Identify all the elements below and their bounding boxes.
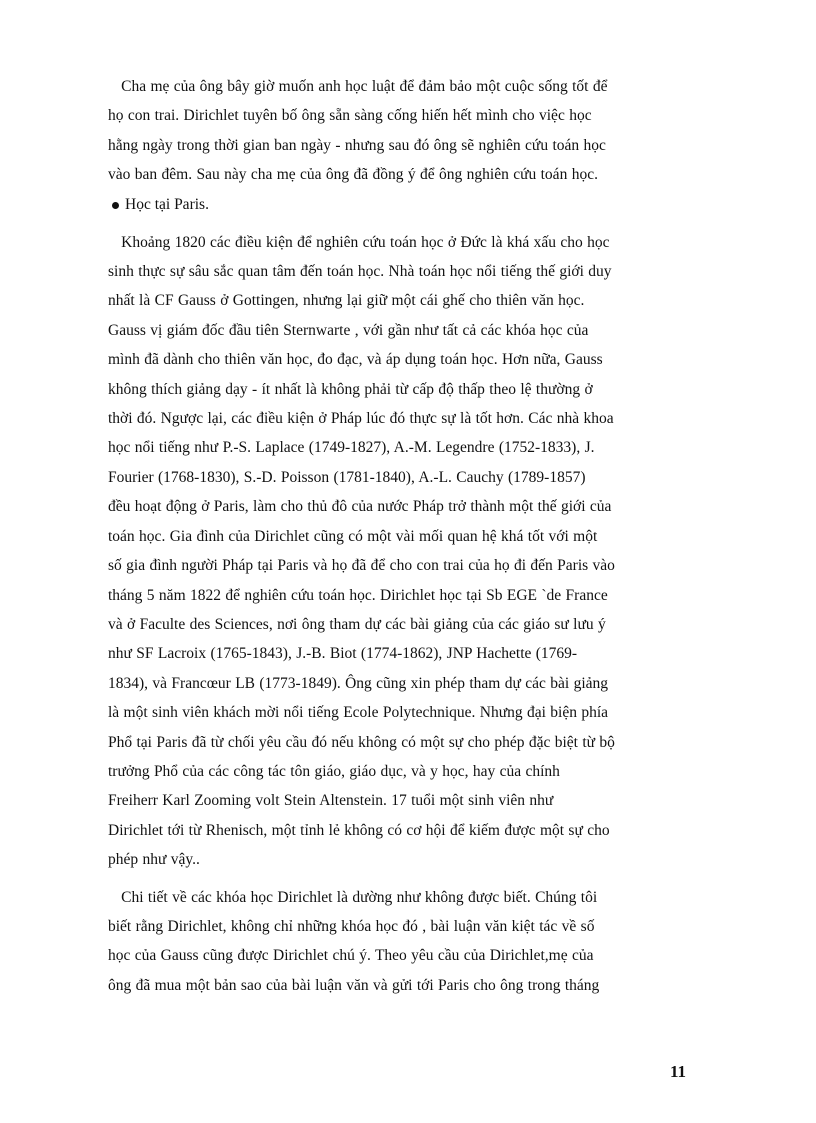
text-line: học của Gauss cũng được Dirichlet chú ý. Theo yêu cầu của Dirichlet,mẹ của xyxy=(108,947,594,965)
text-line: phép như vậy.. xyxy=(108,851,200,869)
text-line: 1834), và Francœur LB (1773-1849). Ông cũng xin phép tham dự các bài giảng xyxy=(108,674,609,692)
text-line: Gauss vị giám đốc đầu tiên Sternwarte , với gần như tất cả các khóa học của xyxy=(108,321,589,339)
text-line: nhất là CF Gauss ở Gottingen, nhưng lại giữ một cái ghế cho thiên văn học. xyxy=(108,292,585,310)
text-line: là một sinh viên khách mời nổi tiếng Ecole Polytechnique. Nhưng đại biện phía xyxy=(108,704,609,722)
bullet-dot-icon xyxy=(112,202,119,209)
text-line: Chi tiết về các khóa học Dirichlet là dường như không được biết. Chúng tôi xyxy=(108,888,598,906)
text-line: Phổ tại Paris đã từ chối yêu cầu đó nếu không có một sự cho phép đặc biệt từ bộ xyxy=(108,733,615,751)
text-line: số gia đình người Pháp tại Paris và họ đã để cho con trai của họ đi đến Paris vào xyxy=(108,557,615,575)
text-line: đều hoạt động ở Paris, làm cho thủ đô của nước Pháp trở thành một thế giới của xyxy=(108,498,612,516)
text-line: Freiherr Karl Zooming volt Stein Altenstein. 17 tuổi một sinh viên như xyxy=(108,792,554,810)
text-line: tháng 5 năm 1822 để nghiên cứu toán học. Dirichlet học tại Sb EGE `de France xyxy=(108,586,608,604)
text-line: Cha mẹ của ông bây giờ muốn anh học luật để đảm bảo một cuộc sống tốt để xyxy=(108,78,608,95)
text-line: mình đã dành cho thiên văn học, đo đạc, và áp dụng toán học. Hơn nữa, Gauss xyxy=(108,351,603,369)
text-line: Khoảng 1820 các điều kiện để nghiên cứu toán học ở Đức là khá xấu cho học xyxy=(108,233,610,251)
paragraph-3 xyxy=(108,883,686,1001)
page-content xyxy=(108,72,686,1000)
text-line: sinh thực sự sâu sắc quan tâm đến toán học. Nhà toán học nổi tiếng thế giới duy xyxy=(108,263,612,281)
text-line: và ở Faculte des Sciences, nơi ông tham dự các bài giảng của các giáo sư lưu ý xyxy=(108,615,606,633)
text-line: họ con trai. Dirichlet tuyên bố ông sẵn sàng cống hiến hết mình cho việc học xyxy=(108,107,592,125)
text-line: thời đó. Ngược lại, các điều kiện ở Pháp lúc đó thực sự là tốt hơn. Các nhà khoa xyxy=(108,410,614,428)
text-line: biết rằng Dirichlet, không chỉ những khóa học đó , bài luận văn kiệt tác về số xyxy=(108,917,595,935)
text-line: hằng ngày trong thời gian ban ngày - nhưng sau đó ông sẽ nghiên cứu toán học xyxy=(108,136,606,154)
text-line: ông đã mua một bản sao của bài luận văn và gửi tới Paris cho ông trong tháng xyxy=(108,976,600,994)
text-line: Dirichlet tới từ Rhenisch, một tỉnh lẻ không có cơ hội để kiếm được một sự cho xyxy=(108,821,610,839)
paragraph-1 xyxy=(108,72,686,190)
text-line: không thích giảng dạy - ít nhất là không phải từ cấp độ thấp theo lệ thường ở xyxy=(108,380,593,398)
text-line: học nổi tiếng như P.-S. Laplace (1749-1827), A.-M. Legendre (1752-1833), J. xyxy=(108,439,595,457)
text-line: vào ban đêm. Sau này cha mẹ của ông đã đồng ý để ông nghiên cứu toán học. xyxy=(108,166,598,184)
text-line: như SF Lacroix (1765-1843), J.-B. Biot (1774-1862), JNP Hachette (1769- xyxy=(108,645,578,663)
bullet-heading-text: Học tại Paris. xyxy=(125,196,209,214)
text-line: toán học. Gia đình của Dirichlet cũng có một vài mối quan hệ khá tốt với một xyxy=(108,527,598,545)
paragraph-2 xyxy=(108,228,686,875)
page-number: 11 xyxy=(670,1062,687,1081)
bullet-heading xyxy=(108,191,686,220)
text-line: trưởng Phổ của các công tác tôn giáo, giáo dục, và y học, hay của chính xyxy=(108,762,560,780)
text-line: Fourier (1768-1830), S.-D. Poisson (1781-1840), A.-L. Cauchy (1789-1857) xyxy=(108,468,586,486)
